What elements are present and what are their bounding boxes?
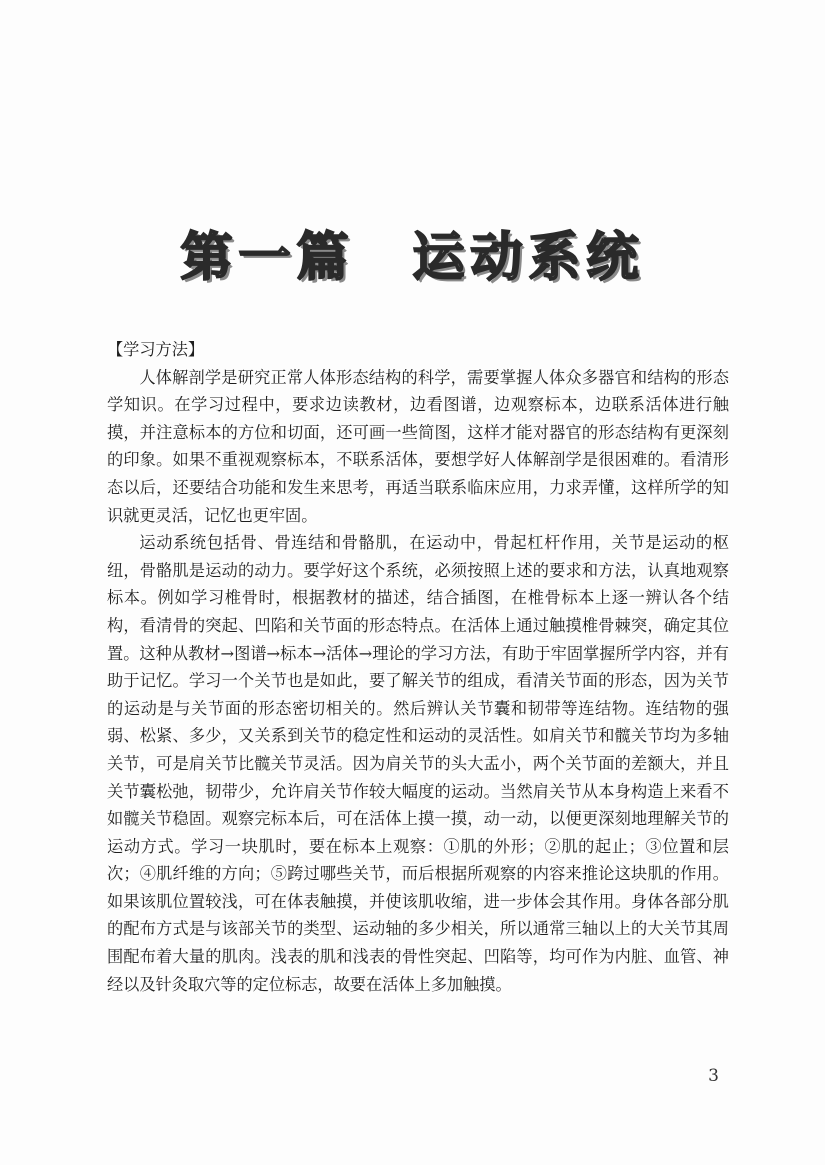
paragraph-locomotor-system: 运动系统包括骨、骨连结和骨骼肌，在运动中，骨起杠杆作用，关节是运动的枢纽，骨骼肌是运动的动力。要学好这个系统，必须按照上述的要求和方法，认真地观察标本。例如学习椎骨时，根据教材的描述，结合插图，在椎骨标本上逐一辨认各个结构，看清骨的突起、凹陷和关节面的形态特点。在活体上通过触摸椎骨棘突，确定其位置。这种从教材→图谱→标本→活体→理论的学习方法，有助于牢固掌握所学内容，并有助于记忆。学习一个关节也是如此，要了解关节的组成，看清关节面的形态，因为关节的运动是与关节面的形态密切相关的。然后辨认关节囊和韧带等连结物。连结物的强弱、松紧、多少，又关系到关节的稳定性和运动的灵活性。如肩关节和髋关节均为多轴关节，可是肩关节比髋关节灵活。因为肩关节的头大盂小，两个关节面的差额大，并且关节囊松弛，韧带少，允许肩关节作较大幅度的运动。当然肩关节从本身构造上来看不如髋关节稳固。观察完标本后，可在活体上摸一摸，动一动，以便更深刻地理解关节的运动方式。学习一块肌时，要在标本上观察：①肌的外形；②肌的起止；③位置和层次；④肌纤维的方向；⑤跨过哪些关节，而后根据所观察的内容来推论这块肌的作用。如果该肌位置较浅，可在体表触摸，并使该肌收缩，进一步体会其作用。身体各部分肌的配布方式是与该部关节的类型、运动轴的多少相关，所以通常三轴以上的大关节其周围配布着大量的肌肉。浅表的肌和浅表的骨性突起、凹陷等，均可作为内脏、血管、神经以及针灸取穴等的定位标志，故要在活体上多加触摸。 [107,533,729,994]
part-title: 第一篇 运动系统 [180,228,645,288]
paragraph-study-method: 人体解剖学是研究正常人体形态结构的科学，需要掌握人体众多器官和结构的形态学知识。在学习过程中，要求边读教材，边看图谱，边观察标本，边联系活体进行触摸，并注意标本的方位和切面，还可画一些简图，这样才能对器官的形态结构有更深刻的印象。如果不重视观察标本，不联系活体，要想学好人体解剖学是很困难的。看清形态以后，还要结合功能和发生来思考，再适当联系临床应用，力求弄懂，这样所学的知识就更灵活，记忆也更牢固。 [107,367,729,525]
page-number: 3 [708,1066,719,1086]
body-text [107,336,729,998]
section-label: 【学习方法】 [107,340,205,359]
